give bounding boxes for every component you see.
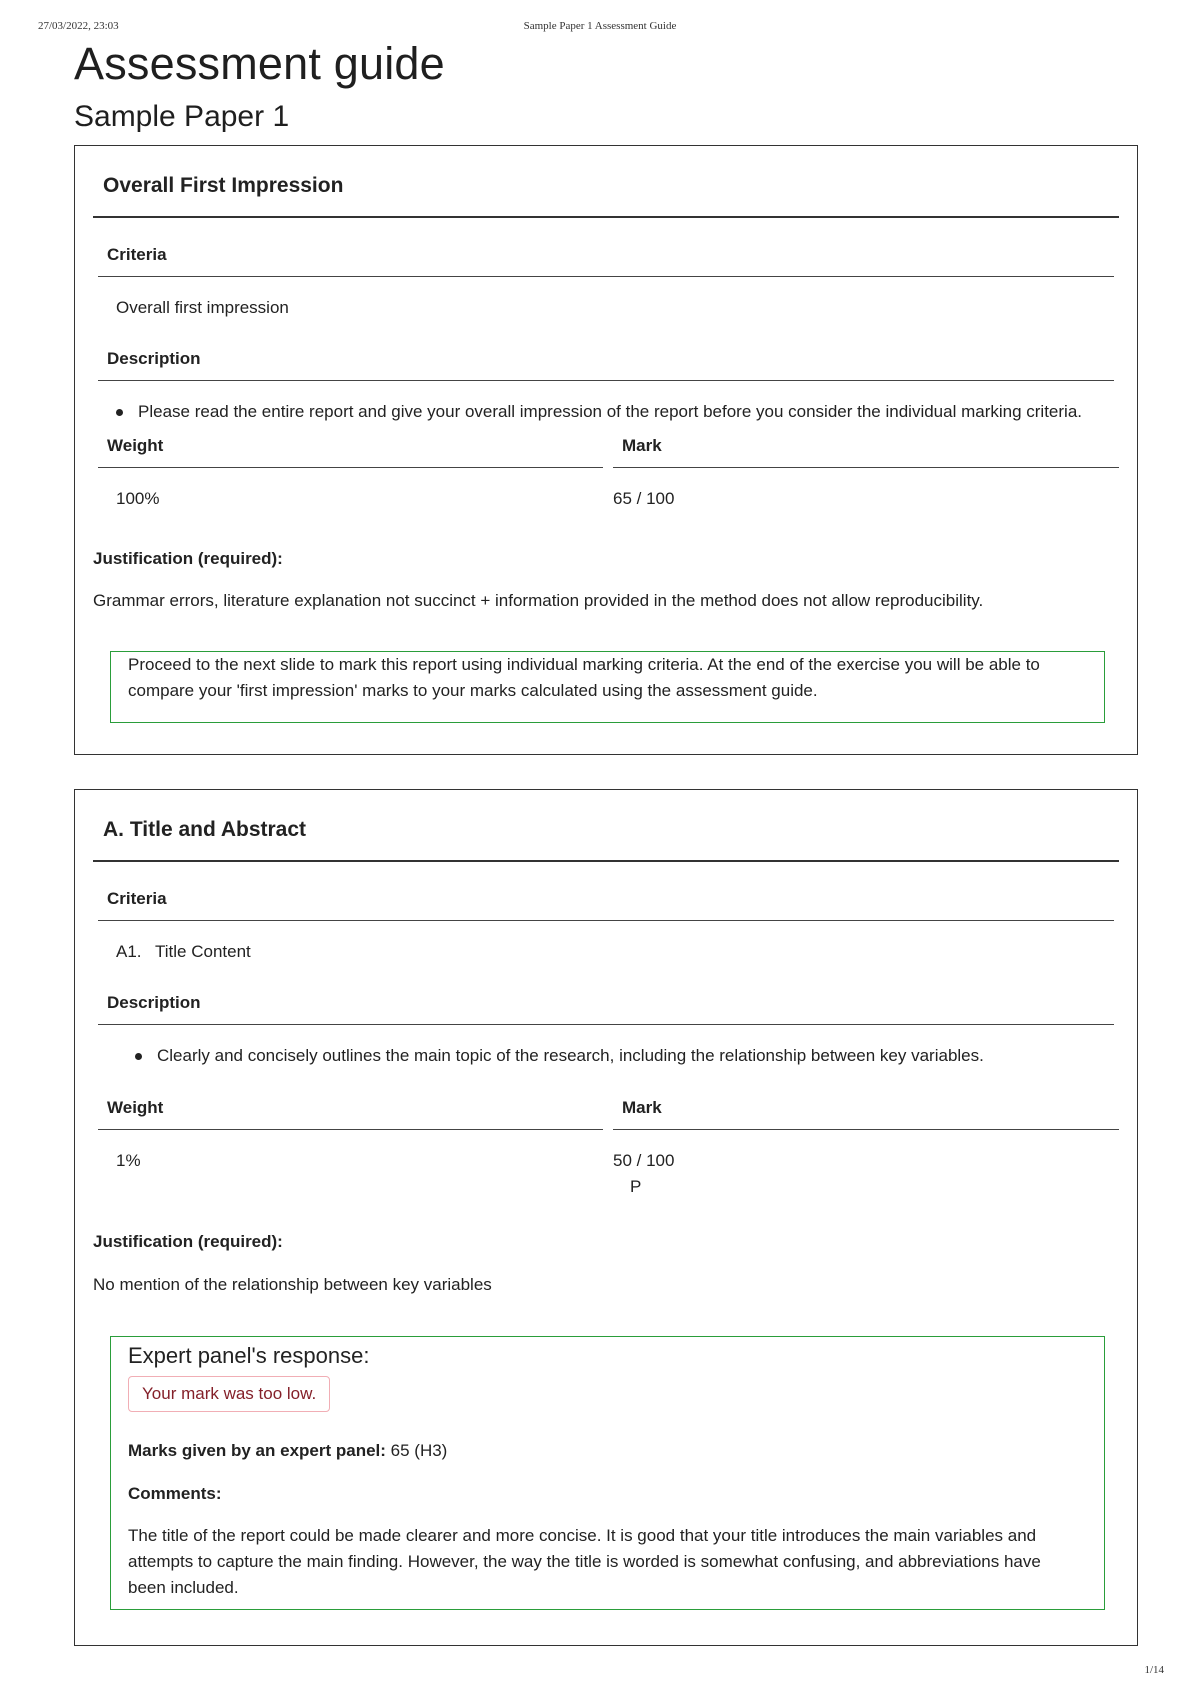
description-label: Description (107, 349, 201, 368)
description-list-item (135, 1046, 984, 1066)
weight-divider (98, 1129, 603, 1130)
justification-text: No mention of the relationship between key variables (93, 1275, 492, 1294)
print-header (38, 20, 1162, 36)
weight-label: Weight (107, 436, 164, 455)
comments-label: Comments: (128, 1484, 222, 1503)
section-card-title-abstract (74, 789, 1138, 1646)
page-subtitle: Sample Paper 1 (74, 100, 290, 133)
weight-divider (98, 467, 603, 468)
comments-text: The title of the report could be made clearer and more concise. It is good that your title introduces the main variables and attempts to capture the main finding. However, the way the title is worded is somewhat confusing, and abbreviations have been included. (128, 1526, 1041, 1597)
criteria-divider (98, 920, 1114, 921)
notice-text: Proceed to the next slide to mark this report using individual marking criteria. At the end of the exercise you will be able to compare your 'first impression' marks to your marks calculated using the assessment guide. (128, 655, 1040, 700)
mark-value: 50 / 100 (613, 1151, 675, 1170)
justification-label: Justification (required): (93, 1232, 283, 1251)
expert-marks-line (128, 1441, 447, 1461)
criteria-number: A1. (116, 942, 142, 961)
mark-divider (613, 1129, 1119, 1130)
section-heading: Overall First Impression (103, 174, 344, 197)
section-heading-divider (93, 216, 1119, 218)
weight-label: Weight (107, 1098, 164, 1117)
mark-grade: P (630, 1177, 642, 1196)
description-divider (98, 1024, 1114, 1025)
criteria-value: Overall first impression (116, 298, 289, 317)
mark-label: Mark (622, 436, 662, 455)
next-slide-notice (110, 651, 1105, 723)
criteria-divider (98, 276, 1114, 277)
weight-value: 100% (116, 489, 160, 508)
description-text: Please read the entire report and give your overall impression of the report before you consider the individual marking criteria. (138, 402, 1082, 421)
criteria-value: Title Content (155, 942, 251, 961)
expert-marks-value: 65 (H3) (390, 1441, 448, 1460)
section-heading-divider (93, 860, 1119, 862)
expert-panel-title: Expert panel's response: (128, 1343, 370, 1368)
section-card-overall-impression (74, 145, 1138, 755)
expert-panel-response (110, 1336, 1105, 1610)
mark-divider (613, 467, 1119, 468)
print-datetime: 27/03/2022, 23:03 (38, 20, 119, 32)
criteria-label: Criteria (107, 889, 167, 908)
criteria-label: Criteria (107, 245, 167, 264)
justification-label: Justification (required): (93, 549, 283, 568)
page-number: 1/14 (1144, 1664, 1164, 1676)
section-heading: A. Title and Abstract (103, 818, 307, 841)
description-label: Description (107, 993, 201, 1012)
mark-label: Mark (622, 1098, 662, 1117)
description-text: Clearly and concisely outlines the main topic of the research, including the relationship between key variables. (157, 1046, 984, 1065)
description-divider (98, 380, 1114, 381)
mark-feedback-alert: Your mark was too low. (128, 1376, 330, 1412)
page-title: Assessment guide (74, 38, 445, 89)
justification-text: Grammar errors, literature explanation not succinct + information provided in the method does not allow reproducibility. (93, 591, 984, 610)
expert-marks-label: Marks given by an expert panel: (128, 1441, 386, 1460)
bullet-icon (135, 1053, 142, 1060)
mark-value: 65 / 100 (613, 489, 675, 508)
bullet-icon (116, 409, 123, 416)
weight-value: 1% (116, 1151, 141, 1170)
description-list-item (116, 402, 1082, 422)
print-document-title: Sample Paper 1 Assessment Guide (523, 20, 677, 32)
